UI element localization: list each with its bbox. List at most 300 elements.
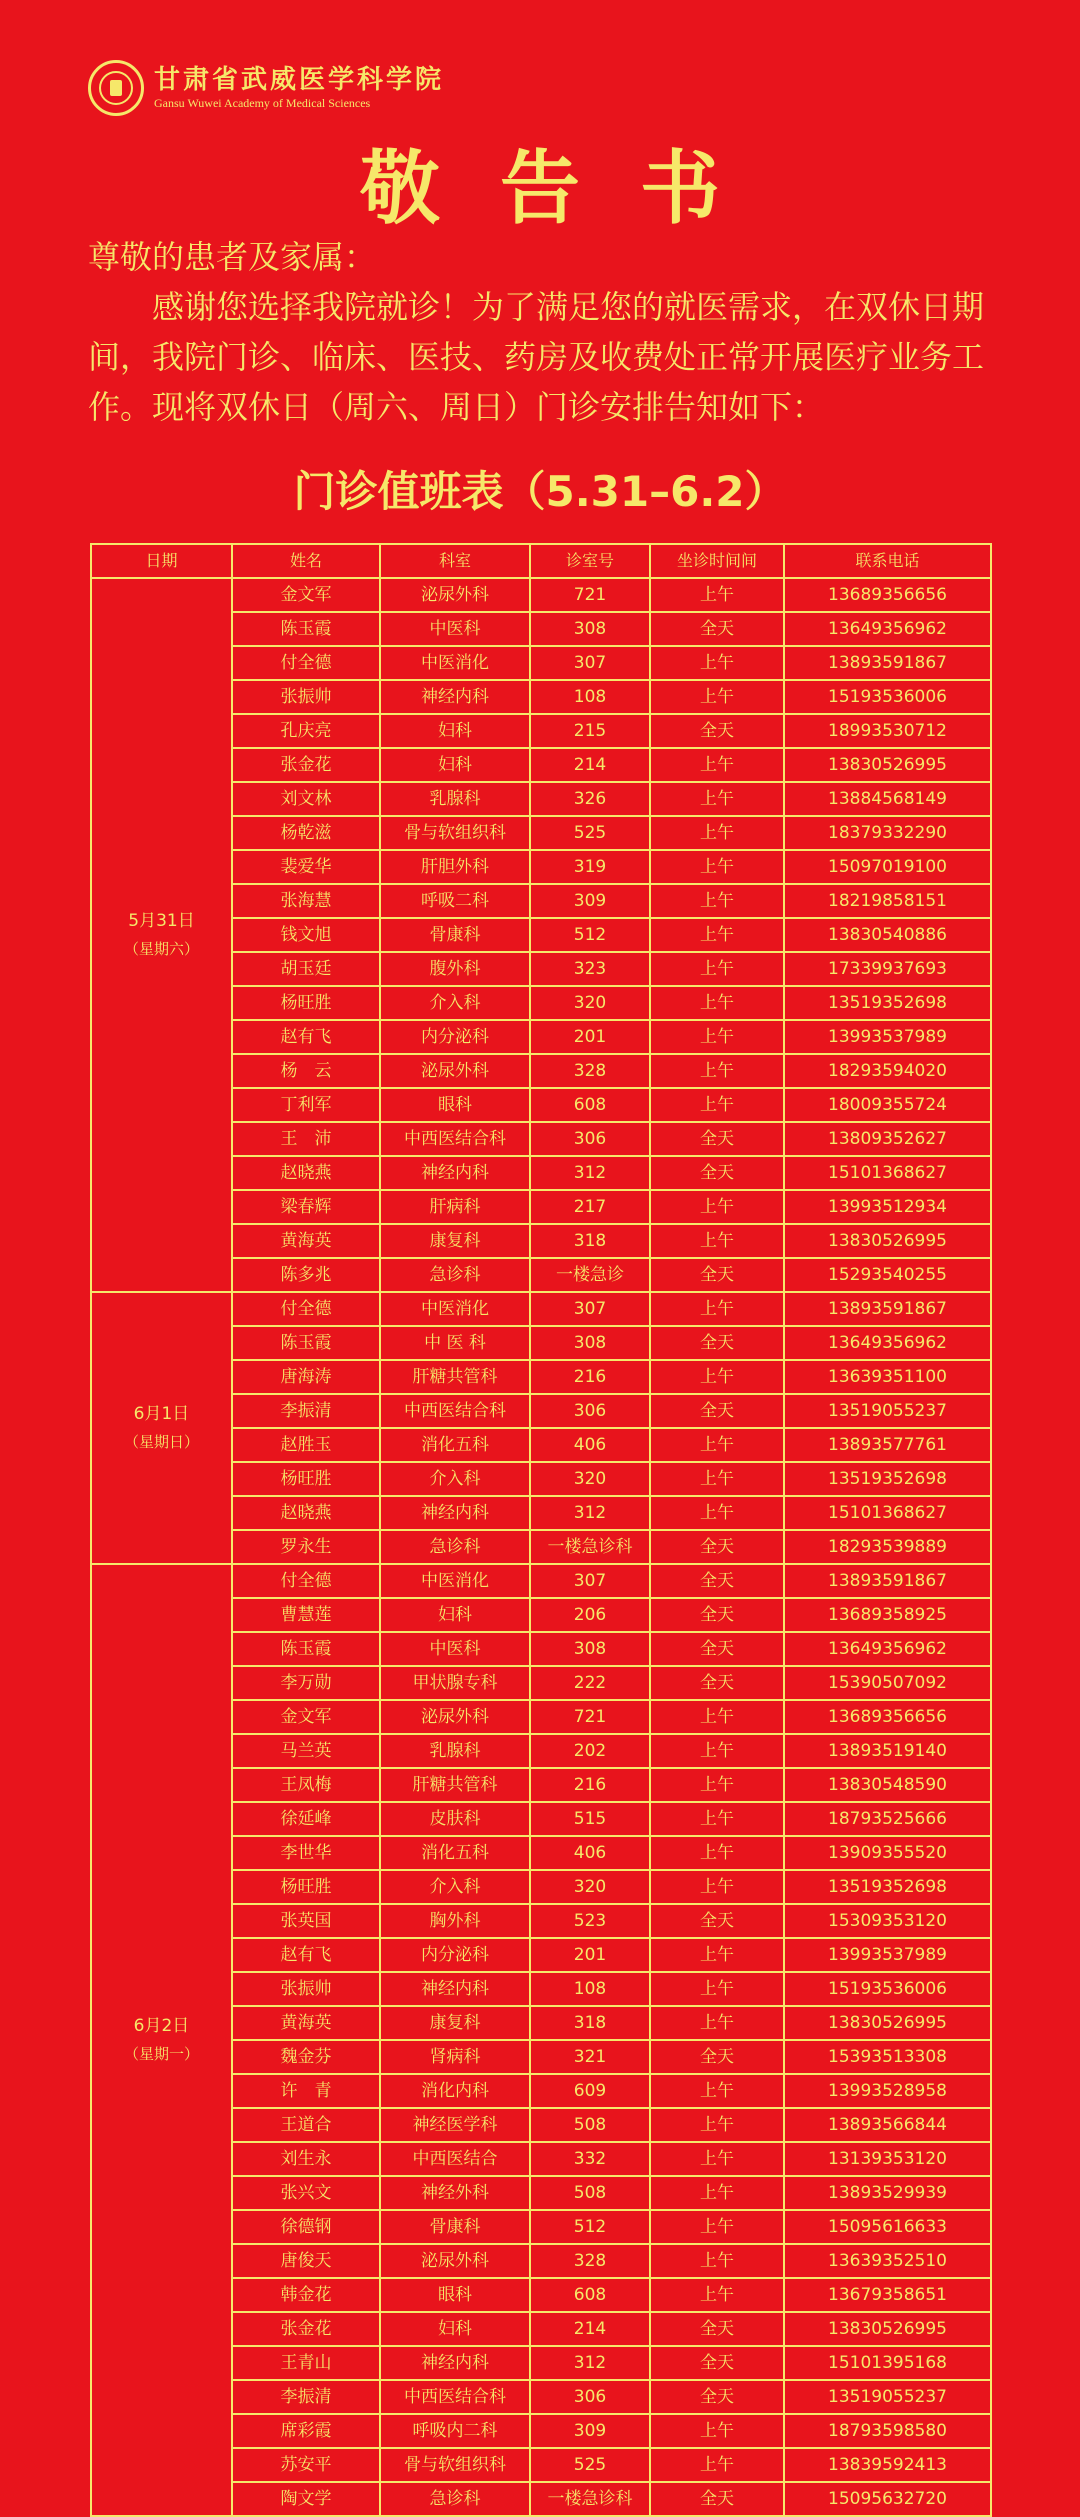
room-cell: 306: [530, 2380, 650, 2414]
room-cell: 323: [530, 952, 650, 986]
room-cell: 508: [530, 2108, 650, 2142]
session-cell: 上午: [650, 1802, 784, 1836]
room-cell: 216: [530, 1360, 650, 1394]
phone-cell: 13639351100: [784, 1360, 991, 1394]
department-cell: 内分泌科: [380, 1020, 530, 1054]
room-cell: 一楼急诊: [530, 1258, 650, 1292]
session-cell: 上午: [650, 1224, 784, 1258]
phone-cell: 15101368627: [784, 1496, 991, 1530]
doctor-name-cell: 张英国: [232, 1904, 380, 1938]
phone-cell: 13649356962: [784, 1326, 991, 1360]
phone-cell: 13519352698: [784, 1462, 991, 1496]
phone-cell: 13519352698: [784, 986, 991, 1020]
session-cell: 上午: [650, 850, 784, 884]
room-cell: 214: [530, 748, 650, 782]
session-cell: 上午: [650, 2244, 784, 2278]
department-cell: 康复科: [380, 2006, 530, 2040]
department-cell: 中西医结合科: [380, 2380, 530, 2414]
phone-cell: 13893519140: [784, 1734, 991, 1768]
page-title: 敬告书: [360, 141, 780, 235]
table-row: [91, 1292, 991, 1326]
header-date: 日期: [91, 544, 232, 578]
room-cell: 201: [530, 1938, 650, 1972]
phone-cell: 13909355520: [784, 1836, 991, 1870]
session-cell: 上午: [650, 2074, 784, 2108]
room-cell: 320: [530, 1462, 650, 1496]
doctor-name-cell: 杨旺胜: [232, 986, 380, 1020]
phone-cell: 13893591867: [784, 646, 991, 680]
department-cell: 骨与软组织科: [380, 2448, 530, 2482]
phone-cell: 15193536006: [784, 680, 991, 714]
greeting: 尊敬的患者及家属：: [88, 238, 377, 276]
room-cell: 512: [530, 918, 650, 952]
session-cell: 全天: [650, 1666, 784, 1700]
phone-cell: 13639352510: [784, 2244, 991, 2278]
room-cell: 326: [530, 782, 650, 816]
doctor-name-cell: 李世华: [232, 1836, 380, 1870]
department-cell: 中医消化: [380, 646, 530, 680]
room-cell: 308: [530, 1326, 650, 1360]
session-cell: 上午: [650, 1938, 784, 1972]
phone-cell: 13689356656: [784, 578, 991, 612]
session-cell: 上午: [650, 782, 784, 816]
phone-cell: 13993528958: [784, 2074, 991, 2108]
department-cell: 腹外科: [380, 952, 530, 986]
doctor-name-cell: 陈多兆: [232, 1258, 380, 1292]
phone-cell: 18293594020: [784, 1054, 991, 1088]
room-cell: 721: [530, 1700, 650, 1734]
header-department: 科室: [380, 544, 530, 578]
department-cell: 内分泌科: [380, 1938, 530, 1972]
session-cell: 全天: [650, 1394, 784, 1428]
department-cell: 消化内科: [380, 2074, 530, 2108]
session-cell: 全天: [650, 1326, 784, 1360]
phone-cell: 13830526995: [784, 748, 991, 782]
phone-cell: 15101395168: [784, 2346, 991, 2380]
session-cell: 全天: [650, 2312, 784, 2346]
session-cell: 上午: [650, 1462, 784, 1496]
department-cell: 神经内科: [380, 1156, 530, 1190]
room-cell: 608: [530, 2278, 650, 2312]
room-cell: 332: [530, 2142, 650, 2176]
room-cell: 307: [530, 1292, 650, 1326]
phone-cell: 15097019100: [784, 850, 991, 884]
department-cell: 中 医 科: [380, 1326, 530, 1360]
phone-cell: 15309353120: [784, 1904, 991, 1938]
doctor-name-cell: 张振帅: [232, 1972, 380, 2006]
room-cell: 406: [530, 1836, 650, 1870]
phone-cell: 13809352627: [784, 1122, 991, 1156]
doctor-name-cell: 孔庆亮: [232, 714, 380, 748]
session-cell: 全天: [650, 2482, 784, 2516]
department-cell: 泌尿外科: [380, 578, 530, 612]
room-cell: 328: [530, 2244, 650, 2278]
doctor-name-cell: 王道合: [232, 2108, 380, 2142]
room-cell: 320: [530, 986, 650, 1020]
session-cell: 上午: [650, 680, 784, 714]
department-cell: 中医消化: [380, 1564, 530, 1598]
room-cell: 222: [530, 1666, 650, 1700]
department-cell: 胸外科: [380, 1904, 530, 1938]
room-cell: 721: [530, 578, 650, 612]
room-cell: 318: [530, 1224, 650, 1258]
room-cell: 306: [530, 1122, 650, 1156]
phone-cell: 13830540886: [784, 918, 991, 952]
room-cell: 508: [530, 2176, 650, 2210]
schedule-title: 门诊值班表（5.31–6.2）: [293, 467, 787, 516]
doctor-name-cell: 裴爱华: [232, 850, 380, 884]
department-cell: 眼科: [380, 2278, 530, 2312]
hospital-logo-icon: [88, 60, 144, 116]
doctor-name-cell: 钱文旭: [232, 918, 380, 952]
department-cell: 骨与软组织科: [380, 816, 530, 850]
session-cell: 全天: [650, 1904, 784, 1938]
room-cell: 525: [530, 2448, 650, 2482]
weekday-label: （星期六）: [123, 940, 199, 958]
doctor-name-cell: 陈玉霞: [232, 612, 380, 646]
header-phone: 联系电话: [784, 544, 991, 578]
phone-cell: 13689356656: [784, 1700, 991, 1734]
doctor-name-cell: 杨旺胜: [232, 1462, 380, 1496]
department-cell: 中医消化: [380, 1292, 530, 1326]
room-cell: 321: [530, 2040, 650, 2074]
doctor-name-cell: 李万勋: [232, 1666, 380, 1700]
phone-cell: 15393513308: [784, 2040, 991, 2074]
header-name: 姓名: [232, 544, 380, 578]
doctor-name-cell: 刘文林: [232, 782, 380, 816]
session-cell: 上午: [650, 1768, 784, 1802]
department-cell: 神经内科: [380, 1496, 530, 1530]
session-cell: 上午: [650, 884, 784, 918]
phone-cell: 15390507092: [784, 1666, 991, 1700]
room-cell: 一楼急诊科: [530, 1530, 650, 1564]
session-cell: 上午: [650, 918, 784, 952]
doctor-name-cell: 韩金花: [232, 2278, 380, 2312]
doctor-name-cell: 赵晓燕: [232, 1496, 380, 1530]
session-cell: 上午: [650, 2176, 784, 2210]
room-cell: 308: [530, 612, 650, 646]
phone-cell: 15095632720: [784, 2482, 991, 2516]
department-cell: 泌尿外科: [380, 1054, 530, 1088]
doctor-name-cell: 赵晓燕: [232, 1156, 380, 1190]
doctor-name-cell: 张海慧: [232, 884, 380, 918]
weekday-label: （星期日）: [123, 1433, 199, 1451]
session-cell: 上午: [650, 1496, 784, 1530]
session-cell: 上午: [650, 1020, 784, 1054]
session-cell: 全天: [650, 1598, 784, 1632]
phone-cell: 15293540255: [784, 1258, 991, 1292]
doctor-name-cell: 黄海英: [232, 2006, 380, 2040]
phone-cell: 18993530712: [784, 714, 991, 748]
session-cell: 上午: [650, 1054, 784, 1088]
department-cell: 中西医结合科: [380, 1122, 530, 1156]
department-cell: 肾病科: [380, 2040, 530, 2074]
phone-cell: 13884568149: [784, 782, 991, 816]
phone-cell: 13893566844: [784, 2108, 991, 2142]
department-cell: 骨康科: [380, 2210, 530, 2244]
doctor-name-cell: 付全德: [232, 1564, 380, 1598]
doctor-name-cell: 陈玉霞: [232, 1326, 380, 1360]
doctor-name-cell: 马兰英: [232, 1734, 380, 1768]
phone-cell: 13839592413: [784, 2448, 991, 2482]
doctor-name-cell: 曹慧莲: [232, 1598, 380, 1632]
department-cell: 神经内科: [380, 680, 530, 714]
room-cell: 328: [530, 1054, 650, 1088]
doctor-name-cell: 李振清: [232, 2380, 380, 2414]
department-cell: 乳腺科: [380, 1734, 530, 1768]
phone-cell: 18793598580: [784, 2414, 991, 2448]
doctor-name-cell: 杨乾滋: [232, 816, 380, 850]
session-cell: 上午: [650, 952, 784, 986]
table-header-row: [91, 544, 991, 578]
room-cell: 309: [530, 884, 650, 918]
session-cell: 上午: [650, 986, 784, 1020]
doctor-name-cell: 付全德: [232, 1292, 380, 1326]
room-cell: 308: [530, 1632, 650, 1666]
session-cell: 上午: [650, 816, 784, 850]
department-cell: 康复科: [380, 1224, 530, 1258]
doctor-name-cell: 魏金芬: [232, 2040, 380, 2074]
room-cell: 202: [530, 1734, 650, 1768]
room-cell: 320: [530, 1870, 650, 1904]
department-cell: 妇科: [380, 2312, 530, 2346]
doctor-name-cell: 张金花: [232, 2312, 380, 2346]
doctor-name-cell: 梁春辉: [232, 1190, 380, 1224]
phone-cell: 13519352698: [784, 1870, 991, 1904]
session-cell: 上午: [650, 1836, 784, 1870]
phone-cell: 13830526995: [784, 2006, 991, 2040]
doctor-name-cell: 王凤梅: [232, 1768, 380, 1802]
department-cell: 急诊科: [380, 1258, 530, 1292]
header-room: 诊室号: [530, 544, 650, 578]
session-cell: 上午: [650, 1190, 784, 1224]
department-cell: 神经医学科: [380, 2108, 530, 2142]
phone-cell: 13993512934: [784, 1190, 991, 1224]
phone-cell: 13893591867: [784, 1292, 991, 1326]
room-cell: 307: [530, 1564, 650, 1598]
room-cell: 217: [530, 1190, 650, 1224]
header: [88, 56, 444, 120]
department-cell: 乳腺科: [380, 782, 530, 816]
department-cell: 呼吸内二科: [380, 2414, 530, 2448]
phone-cell: 18293539889: [784, 1530, 991, 1564]
date-cell: [91, 1564, 232, 2516]
phone-cell: 13679358651: [784, 2278, 991, 2312]
room-cell: 523: [530, 1904, 650, 1938]
date-cell: [91, 578, 232, 1292]
date-label: 6月1日: [133, 1404, 190, 1424]
date-cell: [91, 1292, 232, 1564]
room-cell: 201: [530, 1020, 650, 1054]
session-cell: 上午: [650, 1972, 784, 2006]
room-cell: 108: [530, 1972, 650, 2006]
department-cell: 神经外科: [380, 2176, 530, 2210]
room-cell: 206: [530, 1598, 650, 1632]
room-cell: 609: [530, 2074, 650, 2108]
department-cell: 介入科: [380, 1462, 530, 1496]
doctor-name-cell: 赵有飞: [232, 1020, 380, 1054]
session-cell: 全天: [650, 1530, 784, 1564]
session-cell: 上午: [650, 1734, 784, 1768]
department-cell: 中医科: [380, 612, 530, 646]
phone-cell: 17339937693: [784, 952, 991, 986]
department-cell: 泌尿外科: [380, 1700, 530, 1734]
doctor-name-cell: 罗永生: [232, 1530, 380, 1564]
intro: [88, 232, 992, 432]
session-cell: 上午: [650, 1360, 784, 1394]
room-cell: 312: [530, 2346, 650, 2380]
doctor-name-cell: 张兴文: [232, 2176, 380, 2210]
session-cell: 上午: [650, 2448, 784, 2482]
room-cell: 312: [530, 1496, 650, 1530]
doctor-name-cell: 黄海英: [232, 1224, 380, 1258]
session-cell: 全天: [650, 2380, 784, 2414]
department-cell: 妇科: [380, 714, 530, 748]
doctor-name-cell: 徐德钢: [232, 2210, 380, 2244]
department-cell: 肝病科: [380, 1190, 530, 1224]
doctor-name-cell: 金文军: [232, 1700, 380, 1734]
session-cell: 上午: [650, 748, 784, 782]
room-cell: 216: [530, 1768, 650, 1802]
session-cell: 全天: [650, 1122, 784, 1156]
phone-cell: 13519055237: [784, 2380, 991, 2414]
org-name: [154, 65, 444, 111]
phone-cell: 13893591867: [784, 1564, 991, 1598]
phone-cell: 13649356962: [784, 612, 991, 646]
room-cell: 312: [530, 1156, 650, 1190]
doctor-name-cell: 徐延峰: [232, 1802, 380, 1836]
doctor-name-cell: 刘生永: [232, 2142, 380, 2176]
room-cell: 608: [530, 1088, 650, 1122]
department-cell: 皮肤科: [380, 1802, 530, 1836]
department-cell: 肝胆外科: [380, 850, 530, 884]
phone-cell: 13993537989: [784, 1020, 991, 1054]
session-cell: 全天: [650, 2040, 784, 2074]
session-cell: 上午: [650, 1088, 784, 1122]
room-cell: 108: [530, 680, 650, 714]
department-cell: 甲状腺专科: [380, 1666, 530, 1700]
org-name-en: Gansu Wuwei Academy of Medical Sciences: [154, 96, 371, 110]
department-cell: 神经内科: [380, 2346, 530, 2380]
weekday-label: （星期一）: [123, 2045, 199, 2063]
doctor-name-cell: 杨旺胜: [232, 1870, 380, 1904]
department-cell: 介入科: [380, 1870, 530, 1904]
doctor-name-cell: 陶文学: [232, 2482, 380, 2516]
room-cell: 307: [530, 646, 650, 680]
phone-cell: 13893577761: [784, 1428, 991, 1462]
room-cell: 512: [530, 2210, 650, 2244]
session-cell: 上午: [650, 1700, 784, 1734]
session-cell: 全天: [650, 1258, 784, 1292]
session-cell: 全天: [650, 1632, 784, 1666]
phone-cell: 18009355724: [784, 1088, 991, 1122]
room-cell: 215: [530, 714, 650, 748]
phone-cell: 13830548590: [784, 1768, 991, 1802]
department-cell: 消化五科: [380, 1836, 530, 1870]
department-cell: 妇科: [380, 748, 530, 782]
doctor-name-cell: 付全德: [232, 646, 380, 680]
session-cell: 全天: [650, 714, 784, 748]
department-cell: 介入科: [380, 986, 530, 1020]
session-cell: 上午: [650, 2210, 784, 2244]
department-cell: 肝糖共管科: [380, 1360, 530, 1394]
doctor-name-cell: 张振帅: [232, 680, 380, 714]
date-label: 5月31日: [128, 911, 195, 931]
doctor-name-cell: 赵胜玉: [232, 1428, 380, 1462]
phone-cell: 13519055237: [784, 1394, 991, 1428]
phone-cell: 13993537989: [784, 1938, 991, 1972]
doctor-name-cell: 唐海涛: [232, 1360, 380, 1394]
session-cell: 全天: [650, 612, 784, 646]
session-cell: 全天: [650, 2346, 784, 2380]
doctor-name-cell: 李振清: [232, 1394, 380, 1428]
session-cell: 上午: [650, 2414, 784, 2448]
doctor-name-cell: 赵有飞: [232, 1938, 380, 1972]
phone-cell: 13649356962: [784, 1632, 991, 1666]
department-cell: 急诊科: [380, 1530, 530, 1564]
session-cell: 上午: [650, 578, 784, 612]
org-name-cn: 甘肃省武威医学科学院: [154, 65, 445, 95]
room-cell: 318: [530, 2006, 650, 2040]
phone-cell: 18219858151: [784, 884, 991, 918]
doctor-name-cell: 丁利军: [232, 1088, 380, 1122]
table-row: [91, 1564, 991, 1598]
phone-cell: 13689358925: [784, 1598, 991, 1632]
doctor-name-cell: 唐俊天: [232, 2244, 380, 2278]
doctor-name-cell: 王 沛: [232, 1122, 380, 1156]
doctor-name-cell: 陈玉霞: [232, 1632, 380, 1666]
phone-cell: 15193536006: [784, 1972, 991, 2006]
room-cell: 406: [530, 1428, 650, 1462]
room-cell: 306: [530, 1394, 650, 1428]
room-cell: 525: [530, 816, 650, 850]
room-cell: 309: [530, 2414, 650, 2448]
session-cell: 全天: [650, 1564, 784, 1598]
table-row: [91, 578, 991, 612]
department-cell: 神经内科: [380, 1972, 530, 2006]
room-cell: 214: [530, 2312, 650, 2346]
doctor-name-cell: 王青山: [232, 2346, 380, 2380]
phone-cell: 18793525666: [784, 1802, 991, 1836]
phone-cell: 18379332290: [784, 816, 991, 850]
department-cell: 中医科: [380, 1632, 530, 1666]
session-cell: 全天: [650, 1156, 784, 1190]
department-cell: 肝糖共管科: [380, 1768, 530, 1802]
doctor-name-cell: 杨 云: [232, 1054, 380, 1088]
department-cell: 呼吸二科: [380, 884, 530, 918]
department-cell: 泌尿外科: [380, 2244, 530, 2278]
session-cell: 上午: [650, 2142, 784, 2176]
department-cell: 中西医结合科: [380, 1394, 530, 1428]
date-label: 6月2日: [133, 2016, 190, 2036]
doctor-name-cell: 席彩霞: [232, 2414, 380, 2448]
duty-table: [90, 543, 992, 2517]
department-cell: 妇科: [380, 1598, 530, 1632]
phone-cell: 13830526995: [784, 1224, 991, 1258]
department-cell: 眼科: [380, 1088, 530, 1122]
phone-cell: 13893529939: [784, 2176, 991, 2210]
room-cell: 515: [530, 1802, 650, 1836]
header-time: 坐诊时间间: [650, 544, 784, 578]
doctor-name-cell: 金文军: [232, 578, 380, 612]
room-cell: 319: [530, 850, 650, 884]
session-cell: 上午: [650, 1428, 784, 1462]
department-cell: 急诊科: [380, 2482, 530, 2516]
doctor-name-cell: 胡玉廷: [232, 952, 380, 986]
doctor-name-cell: 许 青: [232, 2074, 380, 2108]
session-cell: 上午: [650, 646, 784, 680]
session-cell: 上午: [650, 2108, 784, 2142]
